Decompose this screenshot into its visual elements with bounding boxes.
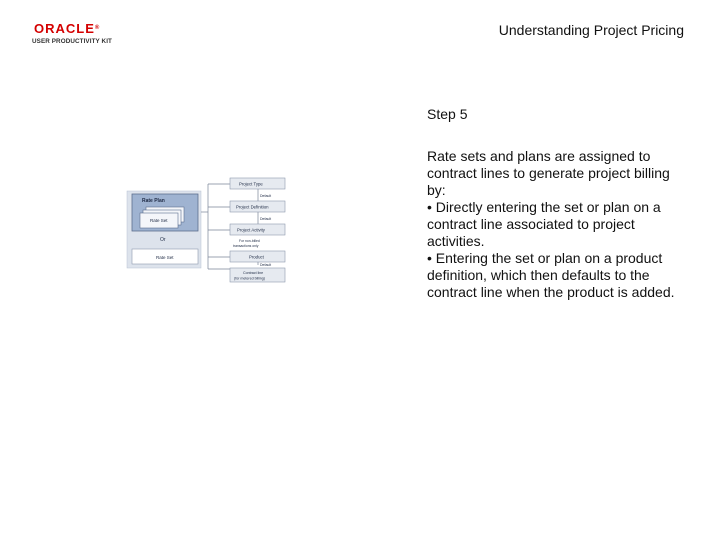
description-line: Rate sets and plans are assigned to contract lines to generate project billing by:: [427, 148, 670, 198]
project-definition-label: Project Definition: [236, 204, 269, 210]
rate-plan-label: Rate Plan: [142, 198, 165, 204]
contract-line-label: Contract line (for metered billing): [234, 271, 265, 281]
description-bullet: • Entering the set or plan on a product definition, which then defaults to the contract line when the product is added.: [427, 250, 675, 300]
page-title: Understanding Project Pricing: [498, 22, 684, 38]
oracle-upk-logo: [32, 22, 132, 45]
description-bullet: • Directly entering the set or plan on a contract line associated to project activities.: [427, 199, 661, 249]
product-label: Product: [249, 254, 264, 260]
logo-product: USER PRODUCTIVITY KIT: [32, 38, 113, 45]
logo-brand: ORACLE®: [34, 21, 101, 36]
non-billed-note: For non-billed transactions only: [233, 239, 260, 248]
rate-assignment-diagram: [120, 172, 290, 284]
step-description: [427, 148, 689, 301]
diagram-svg: [120, 172, 290, 284]
default-label: Default: [260, 217, 272, 221]
project-activity-label: Project Activity: [237, 227, 265, 233]
project-type-label: Project Type: [239, 181, 263, 187]
default-label: Default: [260, 263, 272, 267]
step-label: Step 5: [427, 106, 468, 122]
default-label: Default: [260, 194, 272, 198]
rate-set-label: Rate Set: [156, 255, 174, 260]
or-label: Or: [160, 237, 166, 243]
rate-set-inner-label: Rate Set: [150, 218, 168, 223]
